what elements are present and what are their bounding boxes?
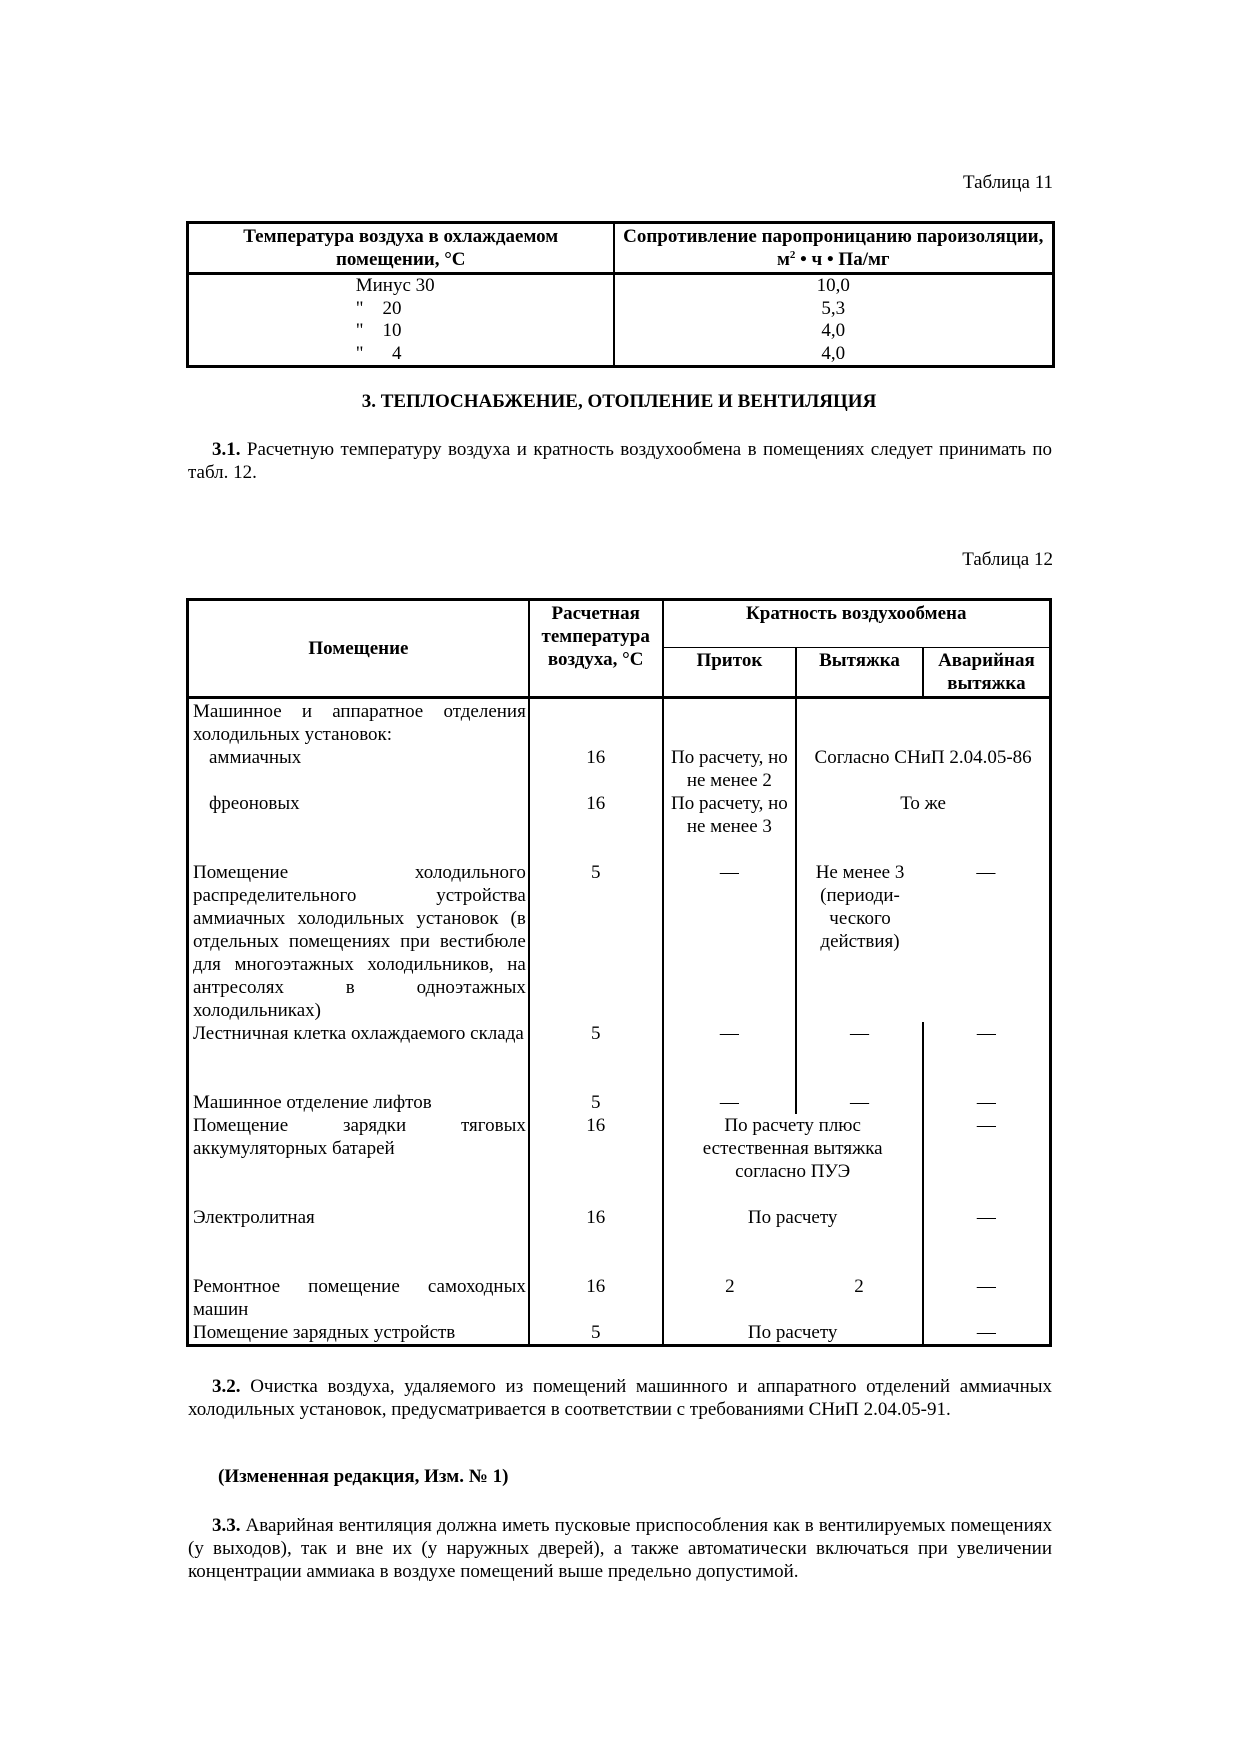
table-11 — [186, 221, 1055, 368]
table12-cell-temp: 16 16 — [529, 698, 663, 862]
table12-cell-room: Ремонтное помещение самоходных машин — [188, 1275, 529, 1321]
table12-header-supply: Приток — [663, 648, 797, 698]
table-row — [188, 861, 1051, 1022]
table-12 — [186, 598, 1052, 1347]
paragraph-text: Расчетную температуру воздуха и кратность воздухообмена в помещениях следует принимать по табл. 12. — [188, 439, 1052, 483]
table11-cell-value: 4,0 — [821, 320, 846, 341]
table12-header-room: Помещение — [188, 600, 529, 698]
table12-cell-emergency: — — [976, 862, 996, 883]
table12-cell-room: Помещение зарядки тяговых аккумуляторных батарей — [188, 1114, 529, 1206]
table11-caption: Таблица 11 — [962, 172, 1053, 193]
table-row — [188, 698, 1051, 862]
table12-cell-emergency: — — [976, 1322, 996, 1343]
table12-cell-exhaust: — — [796, 1091, 923, 1114]
table12-cell-supply: — — [663, 861, 797, 1022]
table12-header-exhaust: Вытяжка — [796, 648, 923, 698]
table-row — [188, 343, 1054, 367]
table11-cell-value: 4,0 — [821, 342, 846, 364]
table12-cell-room: Электролитная — [188, 1206, 529, 1275]
table11-header-temperature: Температура воздуха в охлаждаемом помещении, °С — [188, 223, 614, 274]
table12-cell-emergency: — — [976, 1092, 996, 1113]
table12-cell-temp: 5 — [529, 861, 663, 1022]
table12-cell-room: Помещение зарядных устройств — [188, 1321, 529, 1346]
table-row — [188, 320, 1054, 343]
table-row — [188, 1206, 1051, 1275]
table-row — [188, 1114, 1051, 1206]
table12-cell-room: Лестничная клетка охлаждаемого склада — [188, 1022, 529, 1091]
table12-cell-temp: 5 — [529, 1321, 663, 1346]
table-row — [188, 1022, 1051, 1091]
table12-cell-emergency: — — [976, 1115, 996, 1136]
table12-cell-emergency: — — [976, 1276, 996, 1297]
table11-header-resistance-units: • ч • Па/мг — [795, 249, 890, 270]
paragraph-3-1 — [188, 438, 1052, 484]
table12-cell-emergency: — — [976, 1023, 996, 1044]
table12-cell-temp: 16 — [529, 1114, 663, 1206]
table12-header-air-exchange: Кратность воздухообмена — [663, 600, 1051, 648]
table12-cell-exhaust: Не менее 3 (периоди-ческого действия) — [815, 862, 905, 952]
table12-cell-room: Помещение холодильного распределительного устройства аммиачных холодильных установок (в отдельных помещениях при вестибюле для многоэтажных холодильников, на антресолях в одноэтажных холодильниках) — [188, 861, 529, 1022]
table11-header-resistance — [614, 223, 1054, 274]
table12-cell-room: Машинное отделение лифтов — [188, 1091, 529, 1114]
table-row — [188, 1091, 1051, 1114]
paragraph-text: Очистка воздуха, удаляемого из помещений машинного и аппаратного отделений аммиачных холодильных установок, предусматривается в соответствии с требованиями СНиП 2.04.05-91. — [188, 1376, 1052, 1420]
table11-cell-temp: " 4 — [188, 343, 614, 367]
superscript: 2 — [789, 249, 796, 261]
table12-cell-supply: — — [663, 1022, 797, 1091]
table12-cell-supply: — — [663, 1091, 797, 1114]
table12-cell-supply-exhaust: По расчету — [663, 1206, 923, 1275]
paragraph-3-2 — [188, 1375, 1052, 1421]
paragraph-3-3 — [188, 1514, 1052, 1583]
table12-cell-supply: По расчету, но не менее 2 По расчету, но не менее 3 — [663, 698, 797, 862]
section-heading: 3. ТЕПЛОСНАБЖЕНИЕ, ОТОПЛЕНИЕ И ВЕНТИЛЯЦИЯ — [361, 391, 877, 412]
table12-cell-temp: 5 — [529, 1022, 663, 1091]
table12-cell-temp: 16 — [529, 1206, 663, 1275]
table12-cell-emergency: — — [976, 1207, 996, 1228]
paragraph-number: 3.1. — [212, 439, 241, 460]
table12-header-temp: Расчетная температура воздуха, °С — [529, 600, 663, 698]
table12-cell-exhaust: Согласно СНиП 2.04.05-86 То же — [814, 747, 1032, 814]
paragraph-number: 3.3. — [212, 1515, 241, 1536]
table11-header-resistance-text: Сопротивление паропроницанию пароизоляции, м — [623, 226, 1044, 270]
amendment-note: (Измененная редакция, Изм. № 1) — [218, 1466, 509, 1487]
table12-cell-supply: 2 — [725, 1276, 735, 1297]
table11-cell-temp: " 10 — [188, 320, 614, 343]
table12-caption: Таблица 12 — [962, 549, 1053, 570]
table12-cell-temp: 16 — [529, 1275, 663, 1321]
table12-cell-exhaust: — — [796, 1022, 923, 1091]
table-row — [188, 274, 1054, 298]
table12-cell-supply-exhaust: По расчету плюс естественная вытяжка согласно ПУЭ — [663, 1114, 923, 1206]
table-row — [188, 1321, 1051, 1346]
paragraph-text: Аварийная вентиляция должна иметь пусковые приспособления как в вентилируемых помещениях (у выходов), так и вне их (у наружных дверей), а также автоматически включаться при увеличении концентрации аммиака в воздухе помещений выше предельно допустимой. — [188, 1515, 1052, 1582]
table-row — [188, 298, 1054, 321]
table12-cell-supply-exhaust: По расчету — [663, 1321, 923, 1346]
table11-cell-temp: Минус 30 — [188, 274, 614, 298]
table12-cell-room: Машинное и аппаратное отделения холодильных установок: аммиачных фреоновых — [188, 698, 529, 862]
table12-cell-exhaust: 2 — [796, 1275, 923, 1321]
table11-cell-temp: " 20 — [188, 298, 614, 321]
table11-cell-value: 10,0 — [816, 275, 850, 296]
table-row — [188, 1275, 1051, 1321]
table12-header-emergency: Аварийная вытяжка — [923, 648, 1051, 698]
table11-cell-value: 5,3 — [821, 297, 846, 319]
paragraph-number: 3.2. — [212, 1376, 241, 1397]
table12-cell-temp: 5 — [529, 1091, 663, 1114]
